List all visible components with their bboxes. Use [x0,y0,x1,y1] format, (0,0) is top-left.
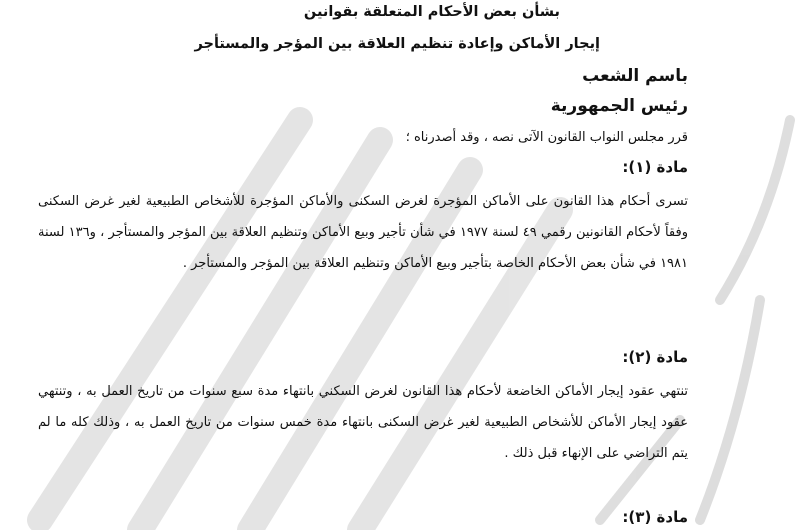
article-2-title: مادة (٢): [622,348,688,366]
president-title: رئيس الجمهورية [550,96,688,116]
article-1-title: مادة (١): [622,158,688,176]
article-1-body: تسرى أحكام هذا القانون على الأماكن المؤجرة لغرض السكنى والأماكن المؤجرة للأشخاص الطبيعية لغير غرض السكنى وفقاً لأحكام القانونين رقمي ٤٩ لسنة ١٩٧٧ في شأن تأجير وبيع الأماكن وتنظيم العلاقة بين المؤجر والمستأجر ، و١٣٦ لسنة ١٩٨١ في شأن بعض الأحكام الخاصة بتأجير وبيع الأماكن وتنظيم العلاقة بين المؤجر والمستأجر . [38,194,688,271]
heading-line-1: بشأن بعض الأحكام المتعلقة بقوانين [303,4,560,20]
article-3-title: مادة (٣): [622,508,688,526]
article-2-body: تنتهي عقود إيجار الأماكن الخاضعة لأحكام هذا القانون لغرض السكني بانتهاء مدة سبع سنوات من تاريخ العمل به ، وتنتهي عقود إيجار الأماكن للأشخاص الطبيعية لغير غرض السكنى بانتهاء مدة خمس سنوات من تاريخ العمل به ، وذلك كله ما لم يتم التراضي على الإنهاء قبل ذلك . [38,384,688,461]
preamble: قرر مجلس النواب القانون الآتى نصه ، وقد أصدرناه ؛ [405,130,688,145]
heading-line-2: إيجار الأماكن وإعادة تنظيم العلاقة بين المؤجر والمستأجر [194,36,600,52]
in-the-name-of-people: باسم الشعب [582,66,688,86]
